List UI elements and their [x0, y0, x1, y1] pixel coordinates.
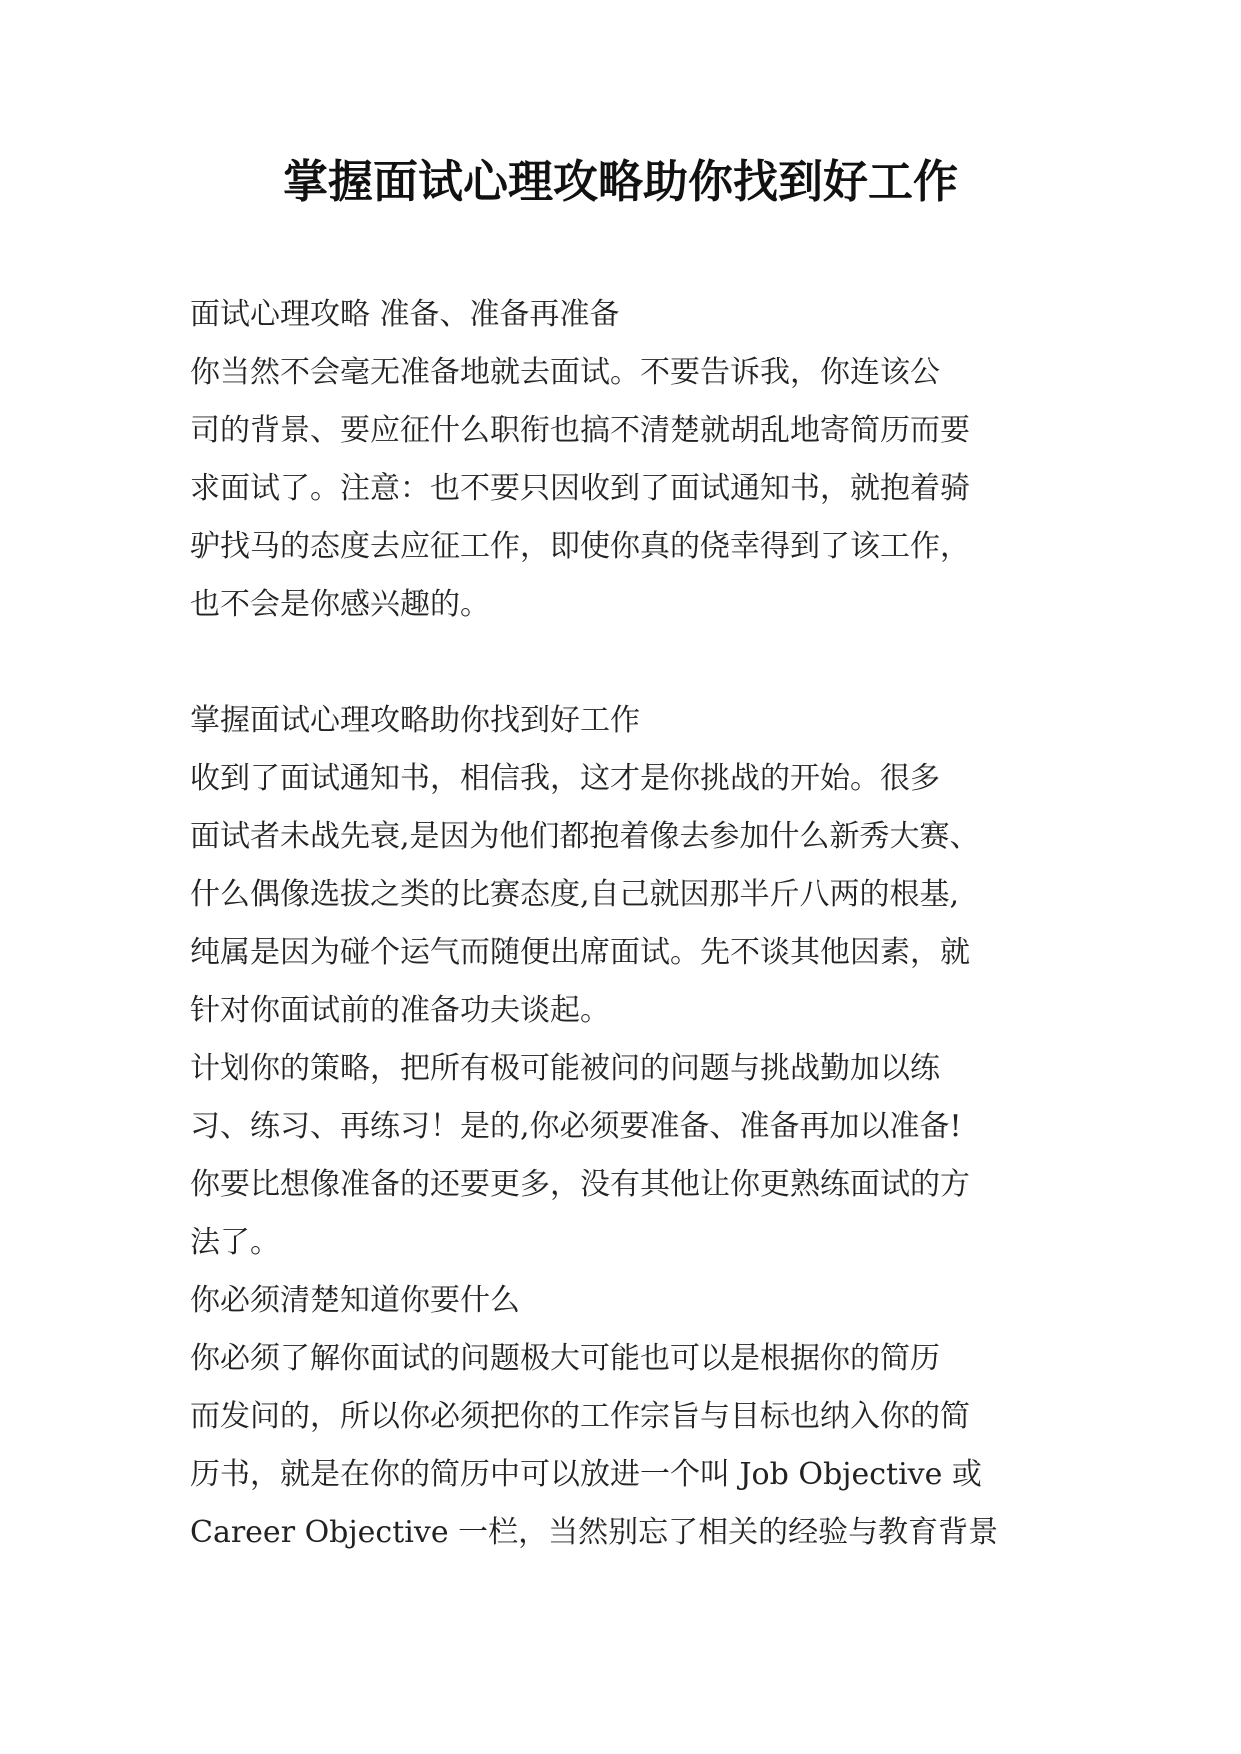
paragraph-line: 而发问的，所以你必须把你的工作宗旨与目标也纳入你的简 [190, 1399, 970, 1434]
paragraph-line: 纯属是因为碰个运气而随便出席面试。先不谈其他因素，就 [190, 935, 970, 970]
paragraph-line: 你必须了解你面试的问题极大可能也可以是根据你的简历 [190, 1341, 940, 1376]
paragraph-line: Career Objective 一栏，当然别忘了相关的经验与教育背景 [190, 1515, 999, 1550]
section-heading: 面试心理攻略 准备、准备再准备 [190, 297, 620, 332]
paragraph-line: 历书，就是在你的简历中可以放进一个叫 Job Objective 或 [190, 1457, 982, 1492]
paragraph-line: 计划你的策略，把所有极可能被问的问题与挑战勤加以练 [190, 1051, 940, 1086]
section-heading: 掌握面试心理攻略助你找到好工作 [190, 703, 640, 738]
paragraph-line: 习、练习、再练习！是的,你必须要准备、准备再加以准备! [190, 1109, 962, 1144]
document-body [190, 286, 1080, 1562]
paragraph-line: 驴找马的态度去应征工作，即使你真的侥幸得到了该工作， [190, 529, 970, 564]
paragraph-gap [190, 634, 1080, 692]
paragraph-line: 针对你面试前的准备功夫谈起。 [190, 993, 610, 1028]
paragraph-line: 你当然不会毫无准备地就去面试。不要告诉我，你连该公 [190, 355, 940, 390]
paragraph-line: 面试者未战先衰,是因为他们都抱着像去参加什么新秀大赛、 [190, 819, 980, 854]
paragraph-line: 法了。 [190, 1225, 280, 1260]
section-heading: 你必须清楚知道你要什么 [190, 1283, 520, 1318]
paragraph-line: 也不会是你感兴趣的。 [190, 587, 490, 622]
document-title: 掌握面试心理攻略助你找到好工作 [282, 155, 958, 208]
paragraph-line: 你要比想像准备的还要更多，没有其他让你更熟练面试的方 [190, 1167, 970, 1202]
paragraph-line: 什么偶像选拔之类的比赛态度,自己就因那半斤八两的根基, [190, 877, 960, 912]
paragraph-line: 收到了面试通知书，相信我，这才是你挑战的开始。很多 [190, 761, 940, 796]
paragraph-line: 求面试了。注意：也不要只因收到了面试通知书，就抱着骑 [190, 471, 970, 506]
paragraph-line: 司的背景、要应征什么职衔也搞不清楚就胡乱地寄简历而要 [190, 413, 970, 448]
